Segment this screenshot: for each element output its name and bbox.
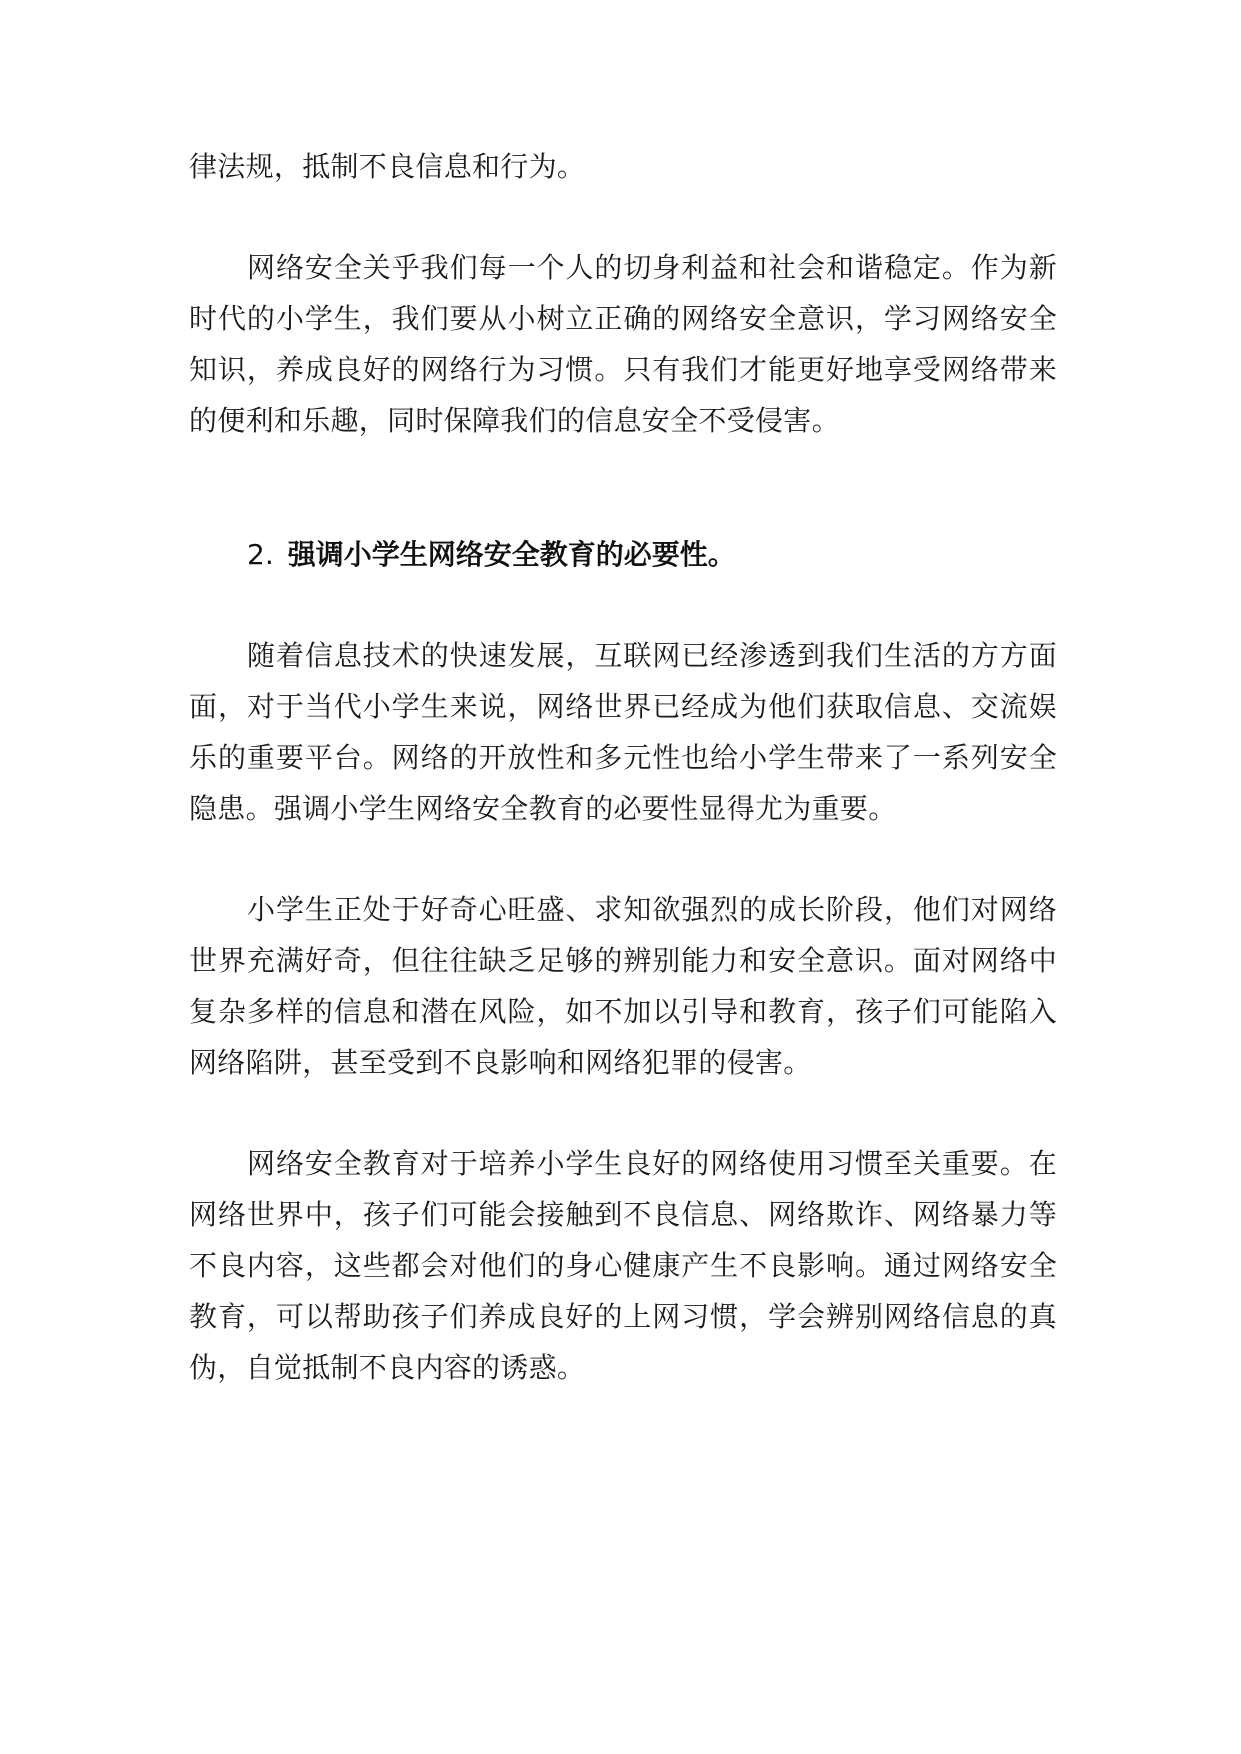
section-title: 强调小学生网络安全教育的必要性。 — [287, 538, 736, 571]
paragraph-continuation: 律法规，抵制不良信息和行为。 — [189, 150, 586, 183]
paragraph-gap — [189, 834, 1057, 884]
paragraph: 网络安全教育对于培养小学生良好的网络使用习惯至关重要。在网络世界中，孩子们可能会接触到不良信息、网络欺诈、网络暴力等不良内容，这些都会对他们的身心健康产生不良影响。通过网络安全教育，可以帮助孩子们养成良好的上网习惯，学会辨别网络信息的真伪，自觉抵制不良内容的诱惑。 — [189, 1147, 1057, 1384]
document-body — [189, 141, 1057, 1393]
section-heading — [189, 529, 1057, 580]
paragraph-gap — [189, 580, 1057, 630]
paragraph: 网络安全关乎我们每一个人的切身利益和社会和谐稳定。作为新时代的小学生，我们要从小树立正确的网络安全意识，学习网络安全知识，养成良好的网络行为习惯。只有我们才能更好地享受网络带来的便利和乐趣，同时保障我们的信息安全不受侵害。 — [189, 251, 1057, 437]
section-gap — [189, 446, 1057, 529]
paragraph: 随着信息技术的快速发展，互联网已经渗透到我们生活的方方面面，对于当代小学生来说，网络世界已经成为他们获取信息、交流娱乐的重要平台。网络的开放性和多元性也给小学生带来了一系列安全隐患。强调小学生网络安全教育的必要性显得尤为重要。 — [189, 639, 1057, 825]
paragraph-gap — [189, 1088, 1057, 1138]
paragraph: 小学生正处于好奇心旺盛、求知欲强烈的成长阶段，他们对网络世界充满好奇，但往往缺乏足够的辨别能力和安全意识。面对网络中复杂多样的信息和潜在风险，如不加以引导和教育，孩子们可能陷入网络陷阱，甚至受到不良影响和网络犯罪的侵害。 — [189, 893, 1057, 1079]
section-number: 2. — [247, 538, 274, 571]
paragraph-gap — [189, 192, 1057, 242]
